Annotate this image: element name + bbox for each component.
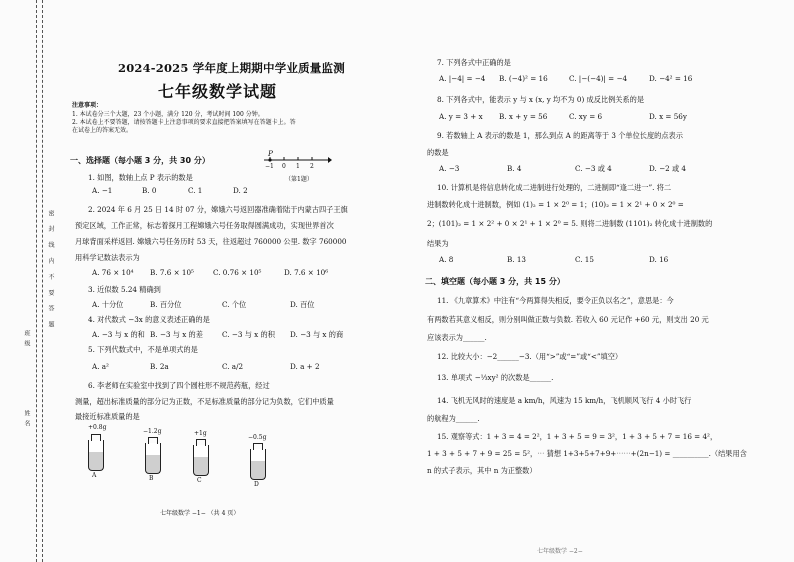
option: A. 十分位 bbox=[92, 300, 124, 309]
option: C. 个位 bbox=[222, 300, 247, 309]
note-line: 2. 本试卷上不要答题，请按答题卡上注意事项的要求直接把答案填写在答题卡上。答 bbox=[72, 119, 296, 126]
option: C. 1 bbox=[188, 186, 203, 195]
option: A. −3 与 x 的和 bbox=[92, 330, 145, 339]
option: B. −3 与 x 的差 bbox=[150, 330, 203, 339]
option: D. 16 bbox=[649, 255, 669, 264]
option: B. 13 bbox=[507, 255, 526, 264]
option: A. −3 bbox=[439, 164, 460, 173]
question-8: 8. 下列各式中，能表示 y 与 x (x, y 均不为 0) 成反比例关系的是 bbox=[437, 95, 645, 104]
bottle-c-icon bbox=[193, 445, 209, 476]
question-15: 15. 观察等式：1 + 3 = 4 = 2²，1 + 3 + 5 = 9 = 3²，1 + 3 + 5 + 7 = 16 = 4²， bbox=[437, 432, 718, 441]
question-6: 6. 李老师在实验室中找到了四个圆柱形不规范药瓶，经过 bbox=[88, 381, 270, 390]
option: C. 0.76 × 10⁵ bbox=[213, 268, 262, 277]
question-2: 2. 2024 年 6 月 25 日 14 时 07 分，嫦娥六号返回器准确着陆于内蒙古四子王旗 bbox=[88, 205, 348, 214]
option: A. a² bbox=[92, 362, 109, 371]
tick-label: 1 bbox=[296, 163, 300, 170]
question-12: 12. 比较大小：−2______−3.（用“>”或“=”或“<”填空） bbox=[437, 352, 623, 361]
question-10-line: 进制数转化成十进制数，例如 (1)₂ = 1 × 2⁰ = 1；(10)₂ = 1 × 2¹ + 0 × 2⁰ = bbox=[427, 200, 684, 209]
notes-heading: 注意事项： bbox=[72, 102, 103, 109]
option: C. −3 或 4 bbox=[575, 164, 612, 173]
option: D. −4² = 16 bbox=[649, 74, 693, 83]
option: B. 0 bbox=[142, 186, 157, 195]
question-9-line: 的数是 bbox=[427, 148, 449, 157]
option: B. 百分位 bbox=[150, 300, 182, 309]
bottle-a-icon bbox=[88, 440, 104, 471]
question-4: 4. 对代数式 −3x 的意义表述正确的是 bbox=[88, 315, 210, 324]
bottle-a-label: A bbox=[92, 472, 97, 479]
question-11: 11. 《九章算术》中注有“今两算得失相反，要令正负以名之”，意思是：今 bbox=[437, 296, 674, 305]
tick-label: 0 bbox=[282, 163, 286, 170]
question-6-line: 最接近标准质量的是 bbox=[75, 412, 140, 421]
option: A. 8 bbox=[439, 255, 454, 264]
question-10-line: 结果为 bbox=[427, 239, 449, 248]
tick-label: −1 bbox=[265, 163, 274, 170]
question-2-line: 预定区域，工作正常，标志着探月工程嫦娥六号任务取得圆满成功，实现世界首次 bbox=[75, 221, 334, 230]
section-heading: 二、填空题（每小题 3 分，共 15 分） bbox=[425, 277, 565, 286]
note-line: 在试卷上的答案无效。 bbox=[72, 127, 133, 134]
option: D. −3 与 x 的商 bbox=[290, 330, 344, 339]
option: B. x + y = 56 bbox=[499, 112, 548, 121]
question-9: 9. 若数轴上 A 表示的数是 1，那么到点 A 的距离等于 3 个单位长度的点表示 bbox=[437, 131, 683, 140]
bottle-d-value: −0.5g bbox=[248, 434, 267, 441]
bottle-b-label: B bbox=[149, 475, 154, 482]
question-2-line: 月球背面采样返回. 嫦娥六号任务历时 53 天，往返超过 760000 公里. 数字 760000 bbox=[75, 237, 347, 246]
option: A. 76 × 10⁴ bbox=[92, 268, 134, 277]
exam-title: 七年级数学试题 bbox=[158, 82, 278, 101]
bottle-d-icon bbox=[250, 449, 266, 480]
question-11-line: 应该表示为______. bbox=[427, 333, 487, 342]
bottle-a-value: +0.8g bbox=[88, 424, 107, 431]
bottle-c-value: +1g bbox=[194, 430, 207, 437]
option: B. 2a bbox=[150, 362, 169, 371]
seal-line-2 bbox=[42, 0, 43, 562]
option: C. |−(−4)| = −4 bbox=[569, 74, 628, 83]
point-p-label: P bbox=[268, 149, 273, 158]
option: B. 4 bbox=[507, 164, 522, 173]
seal-line bbox=[36, 0, 37, 562]
option: D. −2 或 4 bbox=[649, 164, 687, 173]
question-2-line: 用科学记数法表示为 bbox=[75, 253, 140, 262]
question-7: 7. 下列各式中正确的是 bbox=[437, 58, 511, 67]
section-heading: 一、选择题（每小题 3 分，共 30 分） bbox=[70, 156, 210, 165]
option: D. 7.6 × 10⁶ bbox=[284, 268, 329, 277]
option: D. a + 2 bbox=[290, 362, 320, 371]
note-line: 1. 本试卷分三个大题，23 个小题，满分 120 分，考试时间 100 分钟。 bbox=[72, 111, 264, 118]
option: D. 2 bbox=[233, 186, 248, 195]
option: C. xy = 6 bbox=[569, 112, 603, 121]
question-14: 14. 飞机无风时的速度是 a km/h，风速为 15 km/h，飞机顺风飞行 4 小时飞行 bbox=[437, 396, 692, 405]
right-page bbox=[397, 0, 794, 562]
question-15-line: n 的式子表示，其中 n 为正整数） bbox=[427, 466, 537, 475]
bottle-b-value: −1.2g bbox=[143, 428, 162, 435]
option: C. −3 与 x 的积 bbox=[222, 330, 275, 339]
question-6-line: 测量，超出标准质量的部分记为正数，不足标准质量的部分记为负数，它们中质量 bbox=[75, 397, 334, 406]
option: B. 7.6 × 10⁵ bbox=[150, 268, 194, 277]
figure-caption: （第1题） bbox=[285, 176, 313, 183]
option: B. (−4)² = 16 bbox=[499, 74, 548, 83]
bottle-c-label: C bbox=[197, 477, 202, 484]
option: C. a/2 bbox=[222, 362, 244, 371]
question-10-line: 2；(101)₂ = 1 × 2² + 0 × 2¹ + 1 × 2⁰ = 5. 则将二进制数 (1101)₂ 转化成十进制数的 bbox=[427, 219, 713, 228]
name-label: 姓名 bbox=[23, 410, 30, 430]
option: D. x = 56y bbox=[649, 112, 687, 121]
exam-subtitle: 2024-2025 学年度上期期中学业质量监测 bbox=[118, 61, 345, 75]
question-5: 5. 下列代数式中，不是单项式的是 bbox=[88, 345, 198, 354]
class-label: 班级 bbox=[23, 330, 30, 350]
question-10: 10. 计算机是将信息转化成二进制进行处理的，二进制即“逢二进一”. 将二 bbox=[437, 183, 672, 192]
question-15-line: 1 + 3 + 5 + 7 + 9 = 25 = 5²，⋯ 猜想 1+3+5+7+9+⋯⋯+(2n−1) = __________.（结果用含 bbox=[427, 449, 747, 458]
page-footer: 七年级数学 −1− （共 4 页） bbox=[160, 510, 240, 517]
question-14-line: 的航程为______. bbox=[427, 414, 480, 423]
page-footer: 七年级数学 −2− bbox=[537, 548, 583, 555]
question-3: 3. 近似数 5.24 精确到 bbox=[88, 285, 161, 294]
bottle-d-label: D bbox=[254, 481, 259, 488]
question-13: 13. 单项式 −⅓xy² 的次数是______. bbox=[437, 373, 554, 382]
option: A. |−4| = −4 bbox=[439, 74, 486, 83]
question-11-line: 有两数若其意义相反，则分别叫做正数与负数. 若收入 60 元记作 +60 元，则支出 20 元 bbox=[427, 315, 709, 324]
option: C. 15 bbox=[575, 255, 594, 264]
question-1: 1. 如图，数轴上点 P 表示的数是 bbox=[88, 173, 193, 182]
tick-label: 2 bbox=[310, 163, 314, 170]
seal-text: 密 封 线 内 不 要 答 题 bbox=[47, 210, 54, 332]
option: A. y = 3 + x bbox=[439, 112, 483, 121]
option: D. 百位 bbox=[290, 300, 315, 309]
option: A. −1 bbox=[92, 186, 113, 195]
bottle-b-icon bbox=[145, 443, 161, 474]
